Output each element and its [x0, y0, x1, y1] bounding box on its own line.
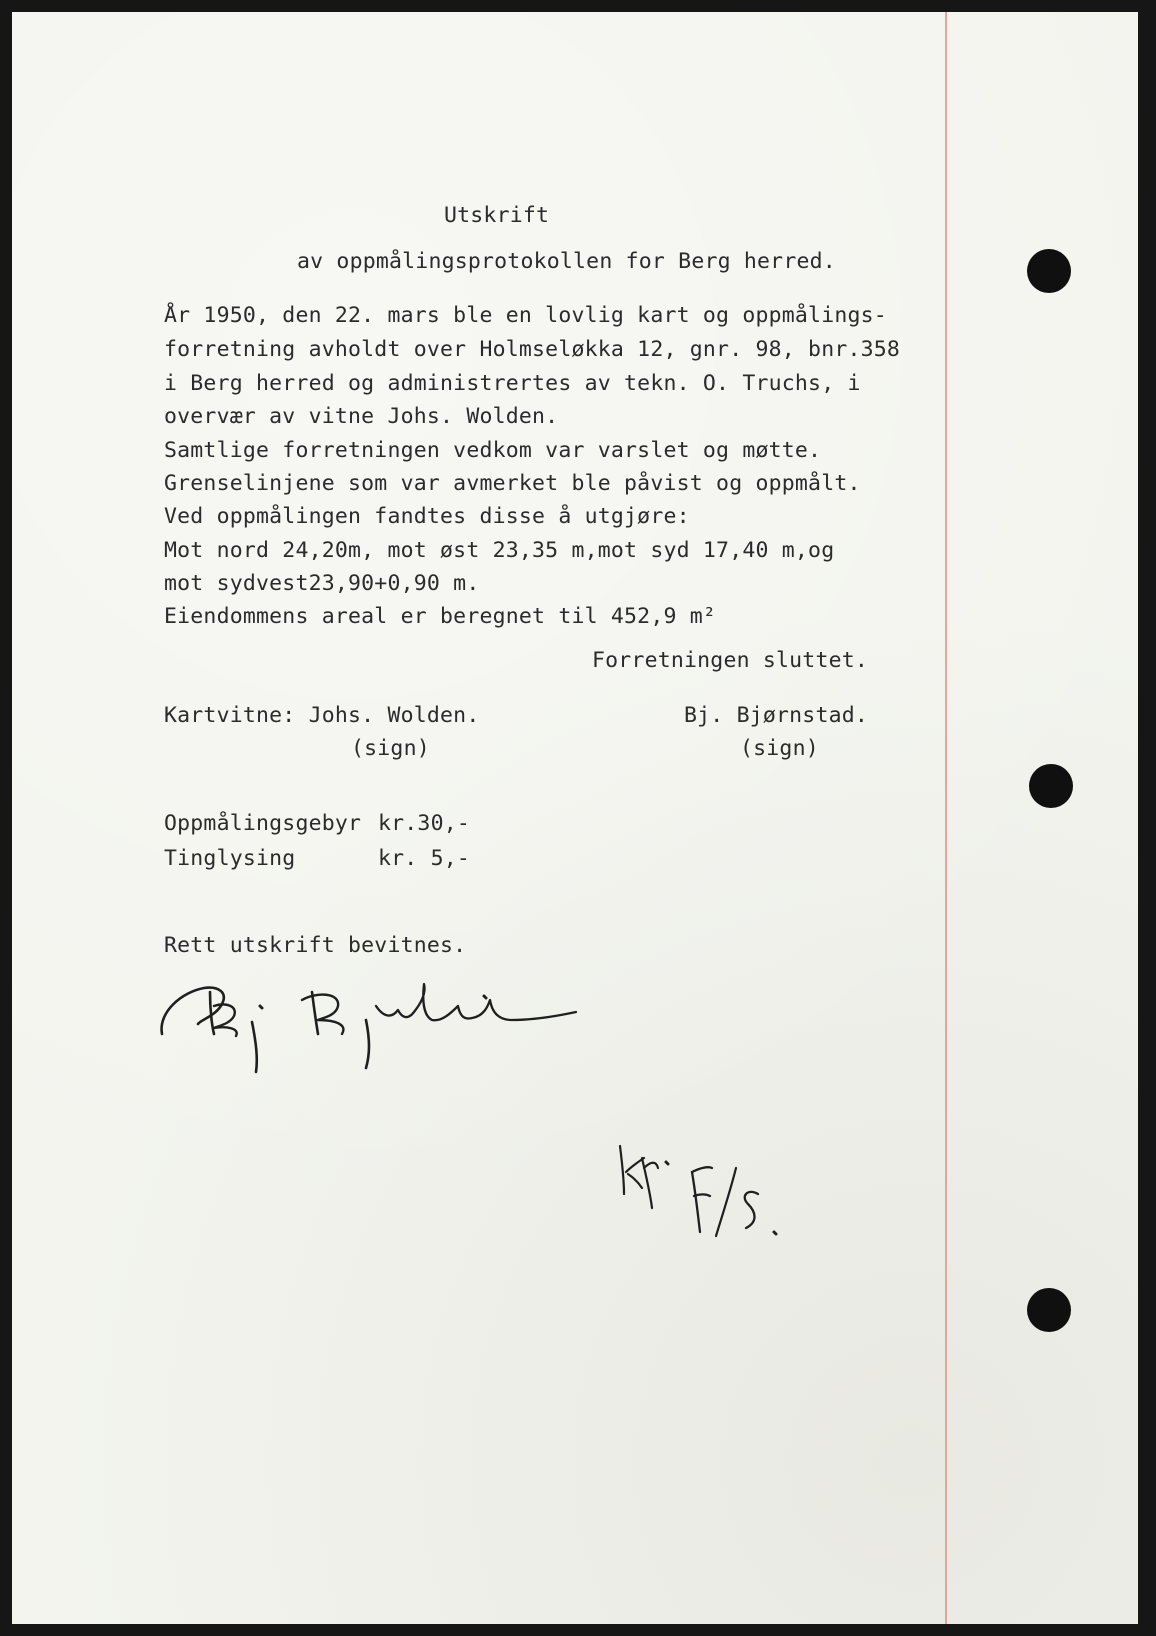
punch-hole-bottom — [1027, 1288, 1071, 1332]
margin-rule — [945, 12, 947, 1624]
body-line: overvær av vitne Johs. Wolden. — [164, 404, 559, 429]
document-page — [12, 12, 1138, 1624]
body-line: mot sydvest23,90+0,90 m. — [164, 571, 480, 596]
surveyor-name: Bj. Bjørnstad. — [684, 703, 869, 728]
body-line: Eiendommens areal er beregnet til 452,9 m² — [164, 604, 717, 629]
fee-label: Oppmålingsgebyr — [164, 811, 362, 836]
punch-hole-top — [1027, 249, 1071, 293]
body-line: Ved oppmålingen fandtes disse å utgjøre: — [164, 504, 690, 529]
handwritten-note — [612, 1132, 802, 1252]
document-title: Utskrift — [444, 203, 550, 228]
body-line: forretning avholdt over Holmseløkka 12, gnr. 98, bnr.358 — [164, 337, 901, 362]
attestation-line: Rett utskrift bevitnes. — [164, 933, 467, 958]
document-subtitle: av oppmålingsprotokollen for Berg herred. — [297, 249, 836, 274]
body-line: i Berg herred og administrertes av tekn. O. Truchs, i — [164, 371, 861, 396]
closing-line: Forretningen sluttet. — [592, 648, 869, 673]
body-line: År 1950, den 22. mars ble en lovlig kart og oppmålings- — [164, 303, 887, 328]
fee-label: Tinglysing — [164, 846, 296, 871]
fee-amount: kr. 5,- — [378, 846, 471, 871]
surveyor-sign: (sign) — [740, 736, 819, 761]
witness-label: Kartvitne: Johs. Wolden. — [164, 703, 480, 728]
body-line: Samtlige forretningen vedkom var varslet og møtte. — [164, 438, 822, 463]
punch-hole-middle — [1029, 764, 1073, 808]
fee-amount: kr.30,- — [378, 811, 471, 836]
body-line: Grenselinjene som var avmerket ble påvist og oppmålt. — [164, 471, 861, 496]
body-line: Mot nord 24,20m, mot øst 23,35 m,mot syd 17,40 m,og — [164, 538, 835, 563]
witness-sign: (sign) — [351, 736, 430, 761]
handwritten-signature — [152, 962, 582, 1082]
